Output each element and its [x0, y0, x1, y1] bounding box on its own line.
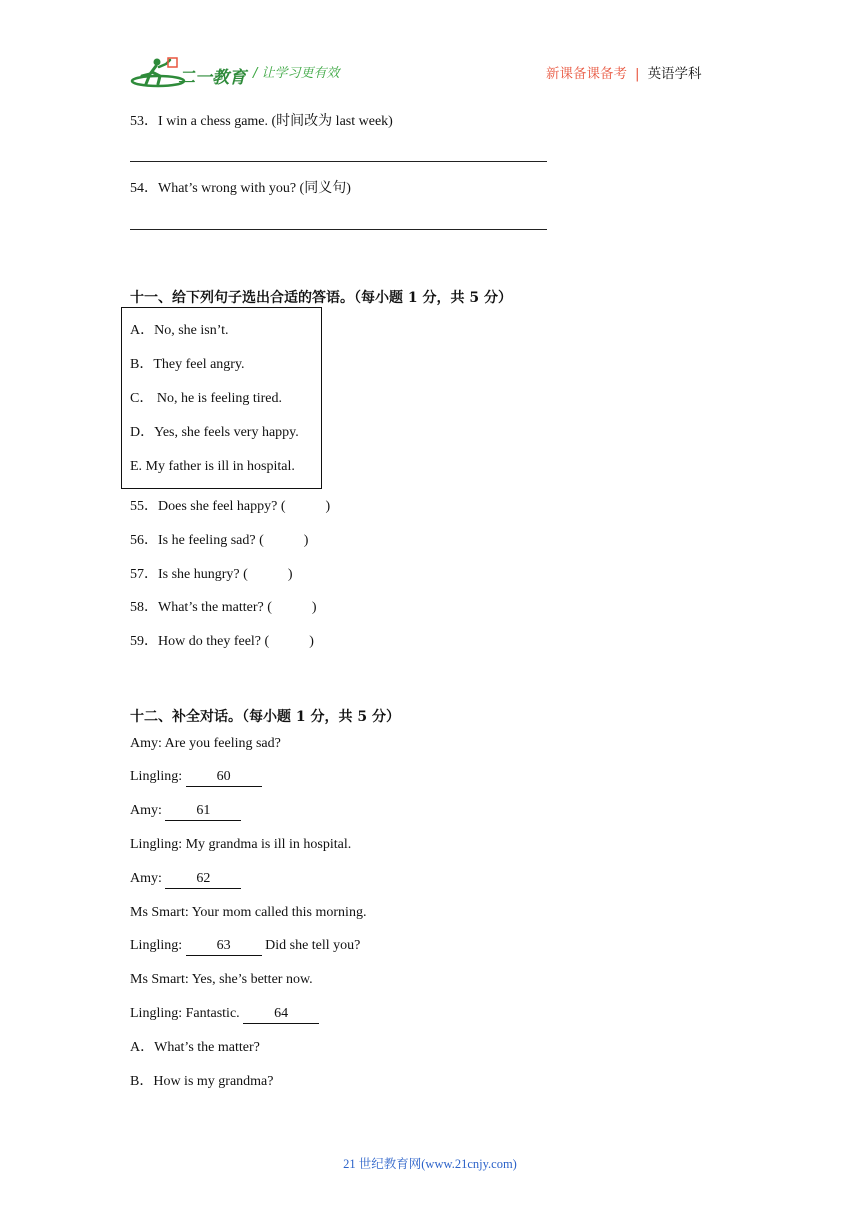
- section-11-title: 十一、给下列句子选出合适的答语。（每小题 1 分，共 5 分）: [130, 290, 512, 306]
- header-slogan: / 让学习更有效: [253, 66, 340, 81]
- question-57-text: 57．Is she hungry? (: [130, 567, 248, 582]
- dialogue-line: [130, 802, 241, 821]
- option-b: B．They feel angry.: [130, 357, 245, 372]
- header-separator: |: [635, 66, 640, 82]
- header-subject: 英语学科: [647, 66, 702, 82]
- question-53: 53．I win a chess game. (时间改为 last week): [130, 114, 393, 129]
- question-54: 54．What’s wrong with you? (同义句): [130, 181, 351, 196]
- header-course-label: 新课备课备考: [546, 66, 627, 82]
- dialogue-line: [130, 870, 241, 889]
- dialogue-speaker: Amy:: [130, 803, 166, 818]
- question-58: [130, 599, 317, 617]
- question-57-close: ): [287, 567, 293, 582]
- option-c: C． No, he is feeling tired.: [130, 391, 283, 406]
- header-right: [546, 62, 702, 82]
- dialogue-line: Ms Smart: Yes, she’s better now.: [130, 972, 313, 987]
- blank-60[interactable]: 60: [186, 768, 262, 787]
- question-55: [130, 498, 330, 516]
- choice-b: B．How is my grandma?: [130, 1074, 274, 1089]
- dialogue-line: [130, 1005, 319, 1024]
- dialogue-after-text: Did she tell you?: [261, 938, 361, 953]
- question-56-close: ): [303, 533, 309, 548]
- site-logo: [130, 56, 248, 90]
- question-59-close: ): [309, 634, 314, 649]
- choice-a: A．What’s the matter?: [130, 1040, 260, 1055]
- dialogue-speaker: Lingling:: [130, 769, 186, 784]
- blank-64[interactable]: 64: [243, 1005, 319, 1024]
- question-58-close: ): [311, 600, 317, 615]
- question-55-text: 55．Does she feel happy? (: [130, 499, 286, 514]
- logo-text: 二一教育: [178, 68, 246, 88]
- answer-line-53[interactable]: [130, 161, 547, 162]
- question-57: [130, 566, 292, 584]
- question-58-text: 58．What’s the matter? (: [130, 600, 272, 615]
- dialogue-line: Amy: Are you feeling sad?: [130, 736, 281, 751]
- dialogue-line: Lingling: My grandma is ill in hospital.: [130, 837, 352, 852]
- dialogue-line: [130, 768, 262, 787]
- question-55-close: ): [325, 499, 331, 514]
- question-56: [130, 532, 308, 550]
- question-59: [130, 633, 314, 651]
- blank-61[interactable]: 61: [165, 802, 241, 821]
- page-footer: 21 世纪教育网(www.21cnjy.com): [343, 1157, 517, 1171]
- dialogue-line: Ms Smart: Your mom called this morning.: [130, 905, 367, 920]
- option-d: D．Yes, she feels very happy.: [130, 425, 299, 440]
- section-12-title: 十二、补全对话。（每小题 1 分，共 5 分）: [130, 709, 400, 725]
- question-59-text: 59．How do they feel? (: [130, 634, 270, 649]
- question-56-text: 56．Is he feeling sad? (: [130, 533, 264, 548]
- dialogue-line: [130, 937, 360, 956]
- blank-62[interactable]: 62: [165, 870, 241, 889]
- blank-63[interactable]: 63: [186, 937, 262, 956]
- dialogue-speaker: Lingling: Fantastic.: [130, 1006, 244, 1021]
- answer-line-54[interactable]: [130, 229, 547, 230]
- option-e: E. My father is ill in hospital.: [130, 459, 295, 474]
- dialogue-speaker: Amy:: [130, 871, 166, 886]
- dialogue-speaker: Lingling:: [130, 938, 186, 953]
- option-a: A．No, she isn’t.: [130, 323, 229, 338]
